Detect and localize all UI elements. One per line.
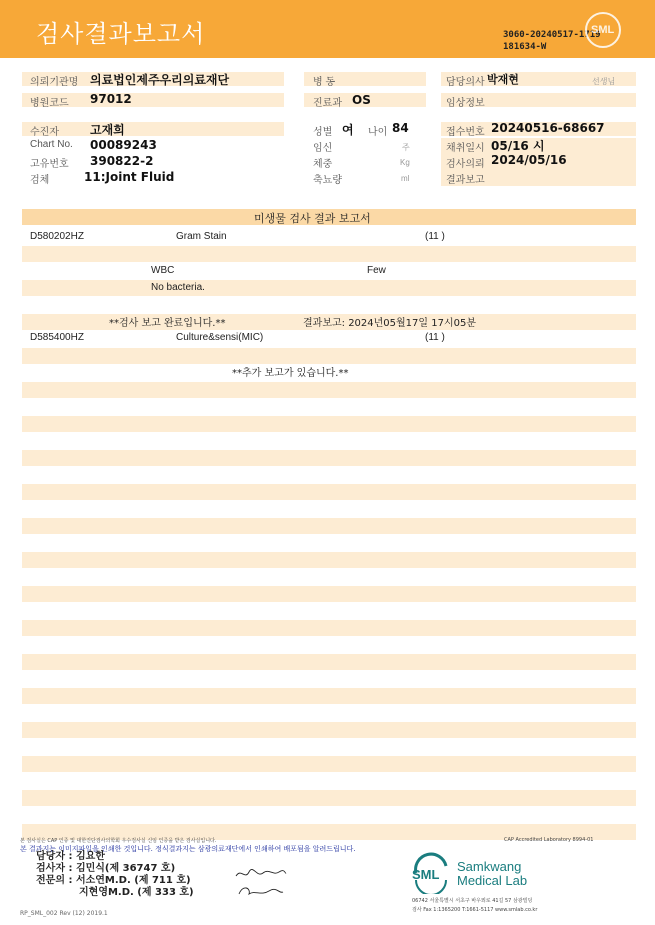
request-label: 검사의뢰 xyxy=(446,159,485,170)
document-id-line1: 3060-20240517-1719 xyxy=(503,30,601,40)
patient-name: 고재희 xyxy=(90,123,125,137)
row-band xyxy=(22,688,636,704)
row-band xyxy=(22,484,636,500)
requesting-org-label: 의뢰기관명 xyxy=(30,77,79,88)
signatures xyxy=(36,851,194,899)
urine-label: 축뇨량 xyxy=(313,175,342,186)
specimen-label: 검체 xyxy=(30,175,50,186)
id-no: 390822-2 xyxy=(90,154,154,168)
specialist2: 지현영M.D. (제 333 호) xyxy=(79,887,194,898)
section-title: 미생물 검사 결과 보고서 xyxy=(254,212,371,225)
report-time: 결과보고: 2024년05월17일 17시05분 xyxy=(303,318,477,329)
logo-text: SML xyxy=(591,24,615,36)
lab-name xyxy=(457,860,527,888)
lab-name-line1: Samkwang xyxy=(457,859,522,874)
id-label: 고유번호 xyxy=(30,159,69,170)
pregnancy-unit: 주 xyxy=(402,143,410,152)
row-band xyxy=(22,416,636,432)
test1-name: Gram Stain xyxy=(176,231,227,242)
complete-note: **검사 보고 완료입니다.** xyxy=(109,318,226,329)
department-label: 진료과 xyxy=(313,98,342,109)
cap-note: CAP Accredited Laboratory 8994-01 xyxy=(504,837,594,843)
requesting-org: 의료법인제주우리의료재단 xyxy=(90,73,230,87)
accreditation-note: 본 검사실은 CAP 인증 및 대한진단검사의학회 우수검사실 신임 인증을 받은 검사실입니다. xyxy=(20,838,217,844)
report-header xyxy=(0,0,655,58)
specimen: 11:Joint Fluid xyxy=(84,170,175,184)
weight-label: 체중 xyxy=(313,159,333,170)
bacteria-note: No bacteria. xyxy=(151,282,205,293)
print-notice: 본 결과지는 이미지파일을 인쇄한 것입니다. 정식결과지는 삼광의료재단에서 인쇄하여 배포됨을 알려드립니다. xyxy=(20,845,356,853)
hospital-code-label: 병원코드 xyxy=(30,98,69,109)
report-title: 검사결과보고서 xyxy=(36,20,206,48)
age: 84 xyxy=(392,121,409,135)
manager: 담당자 : 김요한 xyxy=(36,851,105,862)
wbc-label: WBC xyxy=(151,265,175,276)
collection-label: 채취일시 xyxy=(446,143,485,154)
doctor: 박재현 xyxy=(487,73,519,86)
wbc-value: Few xyxy=(367,265,386,276)
svg-text:SML: SML xyxy=(412,867,440,882)
row-band xyxy=(22,790,636,806)
row-band xyxy=(22,518,636,534)
hospital-code: 97012 xyxy=(90,92,132,106)
test1-specimen: (11 ) xyxy=(425,231,445,242)
weight-unit: Kg xyxy=(400,158,410,167)
collection-time: 05/16 시 xyxy=(491,139,545,153)
test1-code: D580202HZ xyxy=(30,231,84,242)
examiner: 검사자 : 김민식(제 36747 호) xyxy=(36,863,176,874)
row-band xyxy=(22,382,636,398)
ward-label: 병 동 xyxy=(313,77,336,88)
report-label: 결과보고 xyxy=(446,175,485,186)
test2-name: Culture&sensi(MIC) xyxy=(176,332,264,343)
doctor-label: 담당의사 xyxy=(446,77,485,88)
band xyxy=(22,122,284,136)
request-date: 2024/05/16 xyxy=(491,153,567,167)
samkwang-logo-icon xyxy=(410,852,452,894)
row-band xyxy=(22,654,636,670)
lab-name-line2: Medical Lab xyxy=(457,873,528,888)
row-band xyxy=(22,246,636,262)
lab-address: 06742 서울특별시 서초구 바우뫼로 41길 57 삼광빌딩 xyxy=(412,898,533,904)
chart-no: 00089243 xyxy=(90,138,157,152)
sml-logo-icon xyxy=(585,12,621,48)
receipt-label: 접수번호 xyxy=(446,127,485,138)
form-code: RP_SML_002 Rev (12) 2019.1 xyxy=(20,910,108,917)
lab-contact: 검사 Fax 1:1365200 T:1661-5117 www.smlab.co.kr xyxy=(412,907,538,913)
additional-note: **추가 보고가 있습니다.** xyxy=(232,368,349,379)
row-band xyxy=(22,348,636,364)
chart-label: Chart No. xyxy=(30,139,73,150)
pregnancy-label: 임신 xyxy=(313,143,333,154)
row-band xyxy=(22,756,636,772)
row-band xyxy=(22,620,636,636)
handwritten-signature-icon xyxy=(233,864,288,900)
row-band xyxy=(22,586,636,602)
row-band xyxy=(22,552,636,568)
test2-code: D585400HZ xyxy=(30,332,84,343)
patient-label: 수진자 xyxy=(30,127,59,138)
urine-unit: ml xyxy=(401,174,410,183)
row-band xyxy=(22,722,636,738)
receipt-no: 20240516-68667 xyxy=(491,121,605,135)
sex: 여 xyxy=(342,123,354,137)
row-band xyxy=(22,280,636,296)
doctor-suffix: 선생님 xyxy=(592,77,616,86)
test2-specimen: (11 ) xyxy=(425,332,445,343)
specialist1: 전문의 : 서소연M.D. (제 711 호) xyxy=(36,875,191,886)
sex-label: 성별 xyxy=(313,127,333,138)
department: OS xyxy=(352,93,371,107)
row-band xyxy=(22,450,636,466)
age-label: 나이 xyxy=(368,127,388,138)
document-id-line2: 181634-W xyxy=(503,42,547,52)
clinical-info-label: 임상정보 xyxy=(446,98,485,109)
